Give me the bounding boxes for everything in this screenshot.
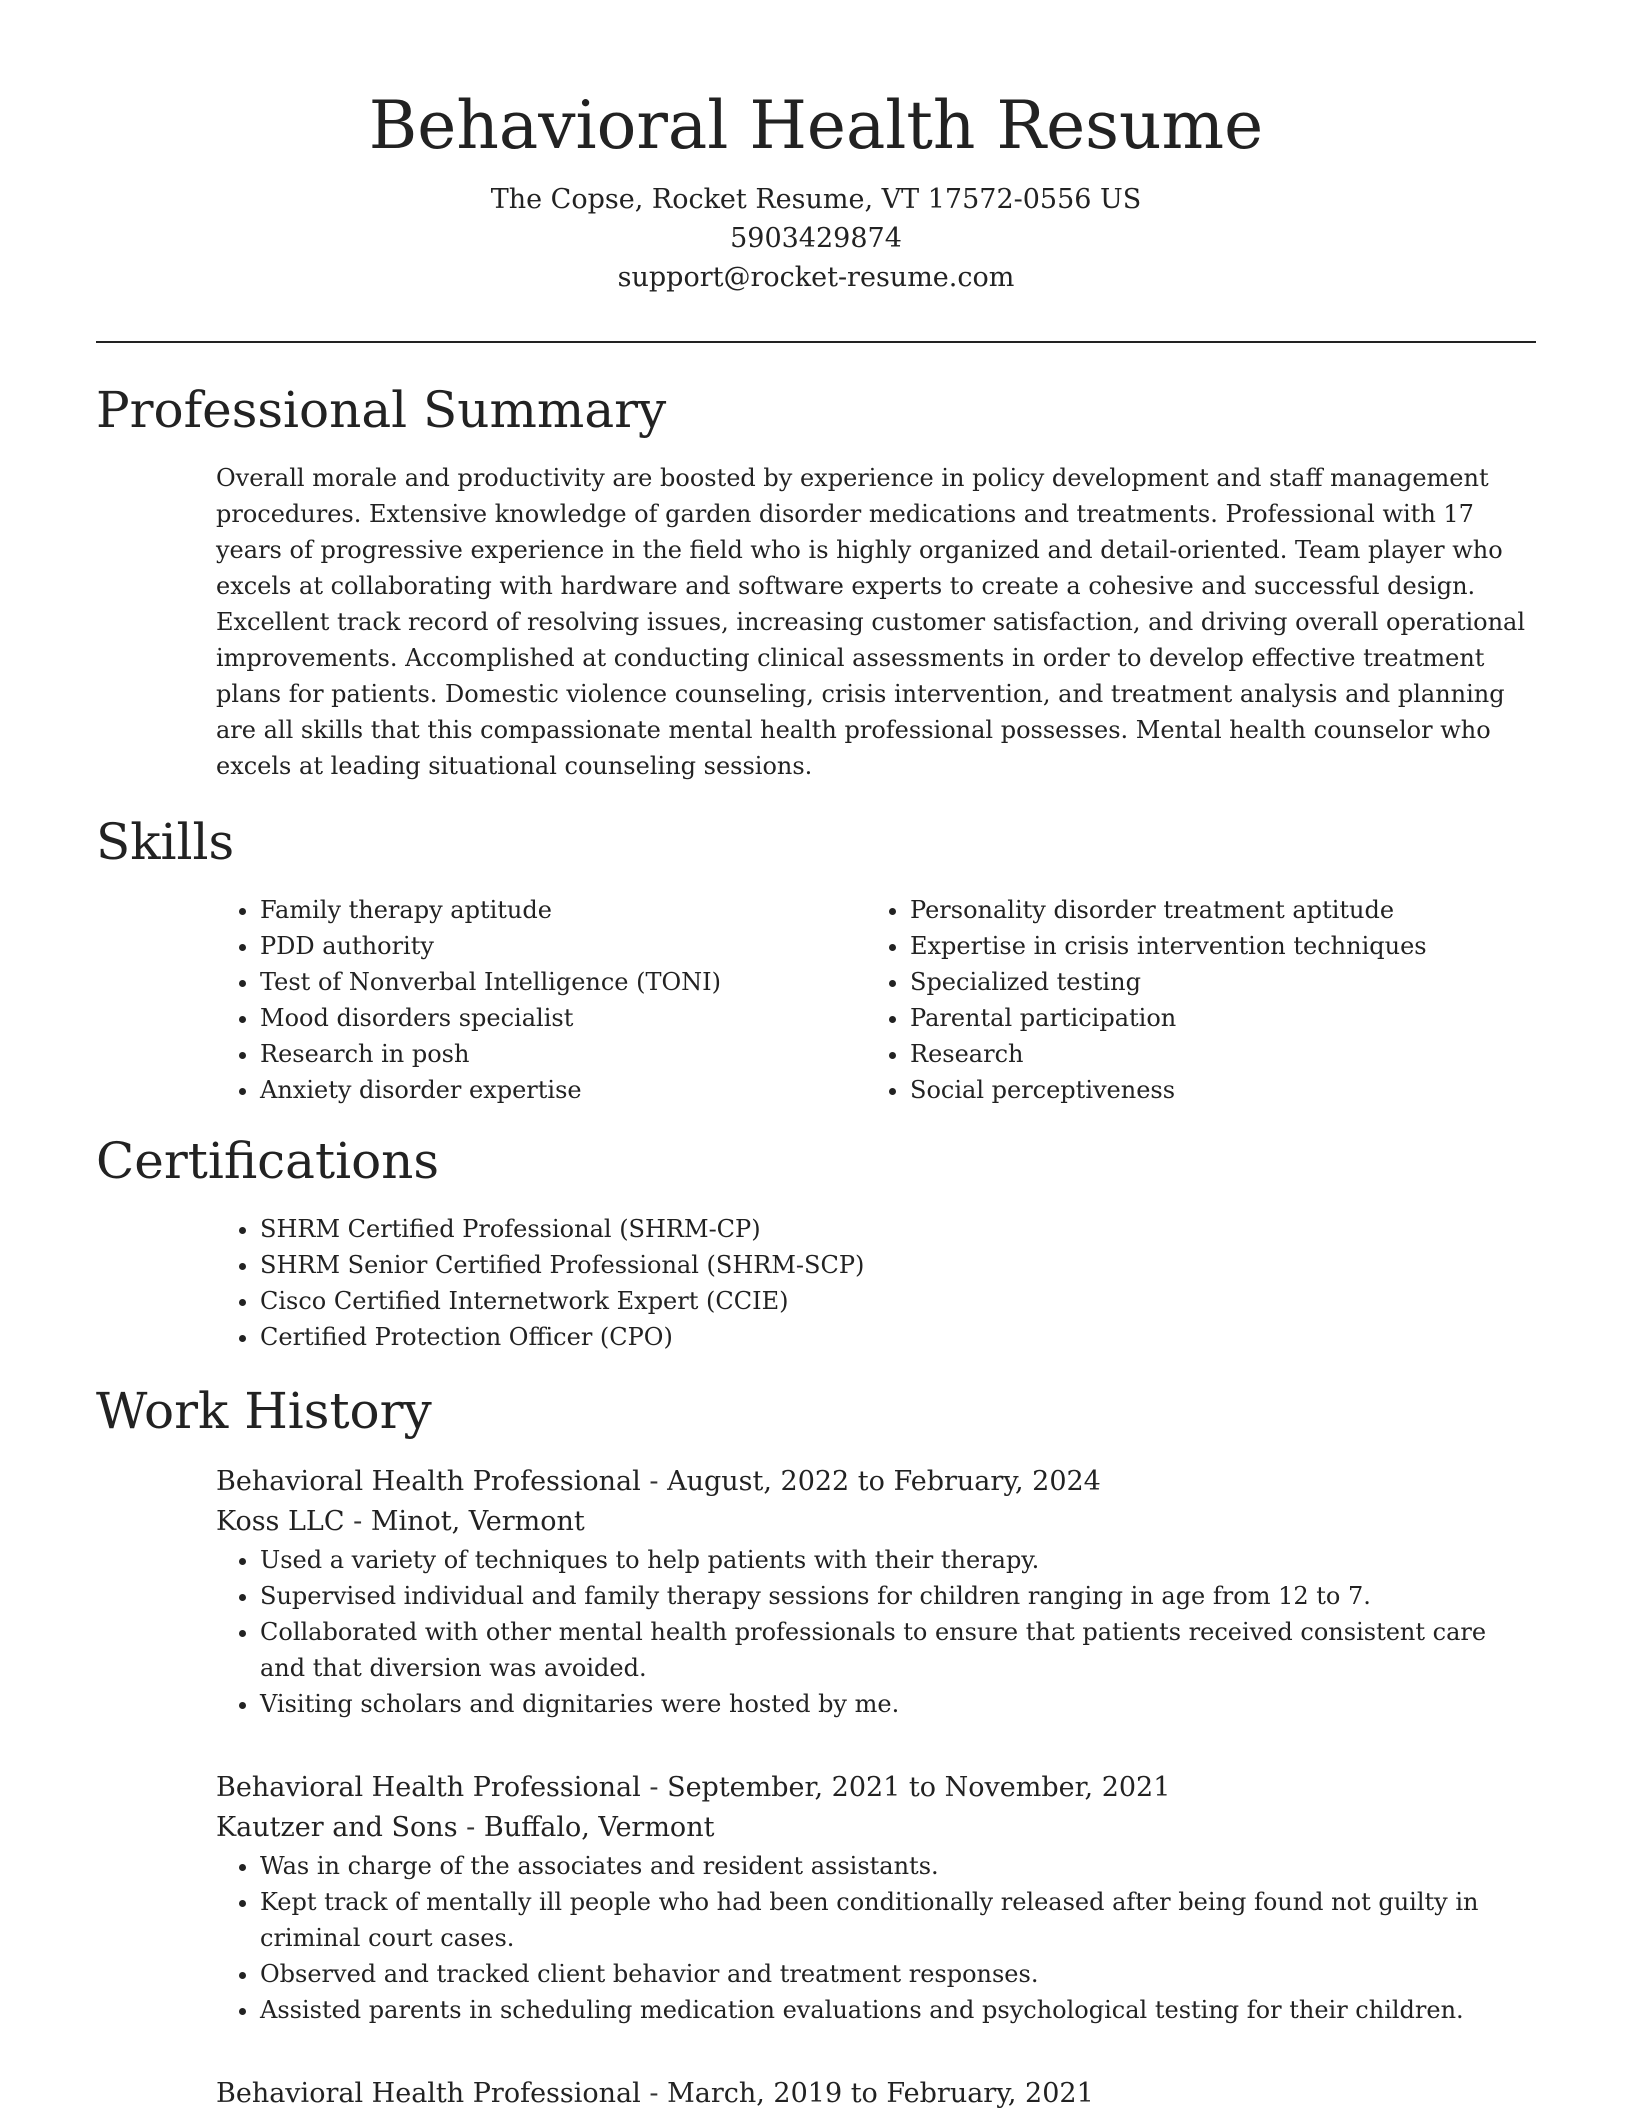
skill-item: • Research [910, 1036, 1506, 1072]
header-divider [96, 341, 1536, 343]
skill-item: • Specialized testing [910, 964, 1506, 1000]
job-bullet: • Visiting scholars and dignitaries were hosted by me. [260, 1686, 1536, 1722]
job-dates: August, 2022 to February, 2024 [667, 1466, 1101, 1497]
certification-item: • SHRM Senior Certified Professional (SHRM-SCP) [260, 1247, 1536, 1283]
job-bullets [216, 1542, 1536, 1722]
contact-phone: 5903429874 [730, 223, 902, 254]
job-title: Behavioral Health Professional [216, 1466, 641, 1497]
contact-address: The Copse, Rocket Resume, VT 17572-0556 US [490, 184, 1142, 215]
job-title-line: Behavioral Health Professional - March, 2019 to February, 2021 [216, 2078, 1094, 2109]
job-bullet: • Assisted parents in scheduling medication evaluations and psychological testing for their children. [260, 1992, 1536, 2028]
certification-item: • Cisco Certified Internetwork Expert (CCIE) [260, 1283, 1536, 1319]
certification-item: • Certified Protection Officer (CPO) [260, 1319, 1536, 1355]
skill-item: • PDD authority [260, 928, 856, 964]
job-entry [216, 1768, 1536, 2028]
certifications-list [216, 1211, 1536, 1355]
job-bullets [216, 1848, 1536, 2028]
job-dates: September, 2021 to November, 2021 [667, 1772, 1171, 1803]
job-company: Kautzer and Sons [216, 1812, 458, 1843]
contact-email[interactable]: support@rocket-resume.com [617, 262, 1015, 293]
skill-item: • Anxiety disorder expertise [260, 1072, 856, 1108]
skill-item: • Test of Nonverbal Intelligence (TONI) [260, 964, 856, 1000]
skill-item: • Mood disorders specialist [260, 1000, 856, 1036]
job-location: Buffalo, Vermont [483, 1812, 715, 1843]
job-bullet: • Kept track of mentally ill people who had been conditionally released after being found not guilty in criminal court cases. [260, 1884, 1536, 1956]
job-bullet: • Collaborated with other mental health professionals to ensure that patients received consistent care and that diversion was avoided. [260, 1614, 1536, 1686]
job-company-line: Kautzer and Sons - Buffalo, Vermont [216, 1812, 715, 1843]
job-bullet: • Used a variety of techniques to help patients with their therapy. [260, 1542, 1536, 1578]
summary-heading: Professional Summary [96, 381, 667, 439]
job-entry [216, 2074, 1536, 2112]
certification-item: • SHRM Certified Professional (SHRM-CP) [260, 1211, 1536, 1247]
job-bullet: • Was in charge of the associates and resident assistants. [260, 1848, 1536, 1884]
resume-name: Behavioral Health Resume [368, 87, 1264, 164]
job-entry [216, 1462, 1536, 1722]
summary-text: Overall morale and productivity are boosted by experience in policy development and staff management procedures. Extensive knowledge of garden disorder medications and treatments. Professional with 17 years of progressive experience in the field who is highly organized and detail-oriented. Team player who excels at collaborating with hardware and software experts to create a cohesive and successful design. Excellent track record of resolving issues, increasing customer satisfaction, and driving overall operational improvements. Accomplished at conducting clinical assessments in order to develop effective treatment plans for patients. Domestic violence counseling, crisis intervention, and treatment analysis and planning are all skills that this compassionate mental health professional possesses. Mental health counselor who excels at leading situational counseling sessions. [216, 464, 1526, 780]
contact-block [96, 180, 1536, 297]
skill-item: • Social perceptiveness [910, 1072, 1506, 1108]
skills-list-left [216, 892, 856, 1108]
skill-item: • Family therapy aptitude [260, 892, 856, 928]
job-company-line: Koss LLC - Minot, Vermont [216, 1506, 585, 1537]
skills-heading: Skills [96, 813, 235, 871]
job-dates: March, 2019 to February, 2021 [667, 2078, 1094, 2109]
skills-column-left [216, 892, 856, 1108]
certifications-block [216, 1211, 1536, 1355]
job-bullet: • Supervised individual and family therapy sessions for children ranging in age from 12 to 7. [260, 1578, 1536, 1614]
skill-item: • Research in posh [260, 1036, 856, 1072]
job-title-line: Behavioral Health Professional - August, 2022 to February, 2024 [216, 1466, 1101, 1497]
job-title: Behavioral Health Professional [216, 1772, 641, 1803]
work-history-heading: Work History [96, 1382, 432, 1440]
job-location: Minot, Vermont [370, 1506, 585, 1537]
job-title-line: Behavioral Health Professional - September, 2021 to November, 2021 [216, 1772, 1171, 1803]
job-bullet: • Observed and tracked client behavior and treatment responses. [260, 1956, 1536, 1992]
skills-list-right [866, 892, 1506, 1108]
skills-column-right [866, 892, 1506, 1108]
skill-item: • Personality disorder treatment aptitude [910, 892, 1506, 928]
resume-header [96, 80, 1536, 297]
job-company: Koss LLC [216, 1506, 345, 1537]
certifications-heading: Certifications [96, 1132, 440, 1190]
skill-item: • Parental participation [910, 1000, 1506, 1036]
skill-item: • Expertise in crisis intervention techniques [910, 928, 1506, 964]
job-title: Behavioral Health Professional [216, 2078, 641, 2109]
